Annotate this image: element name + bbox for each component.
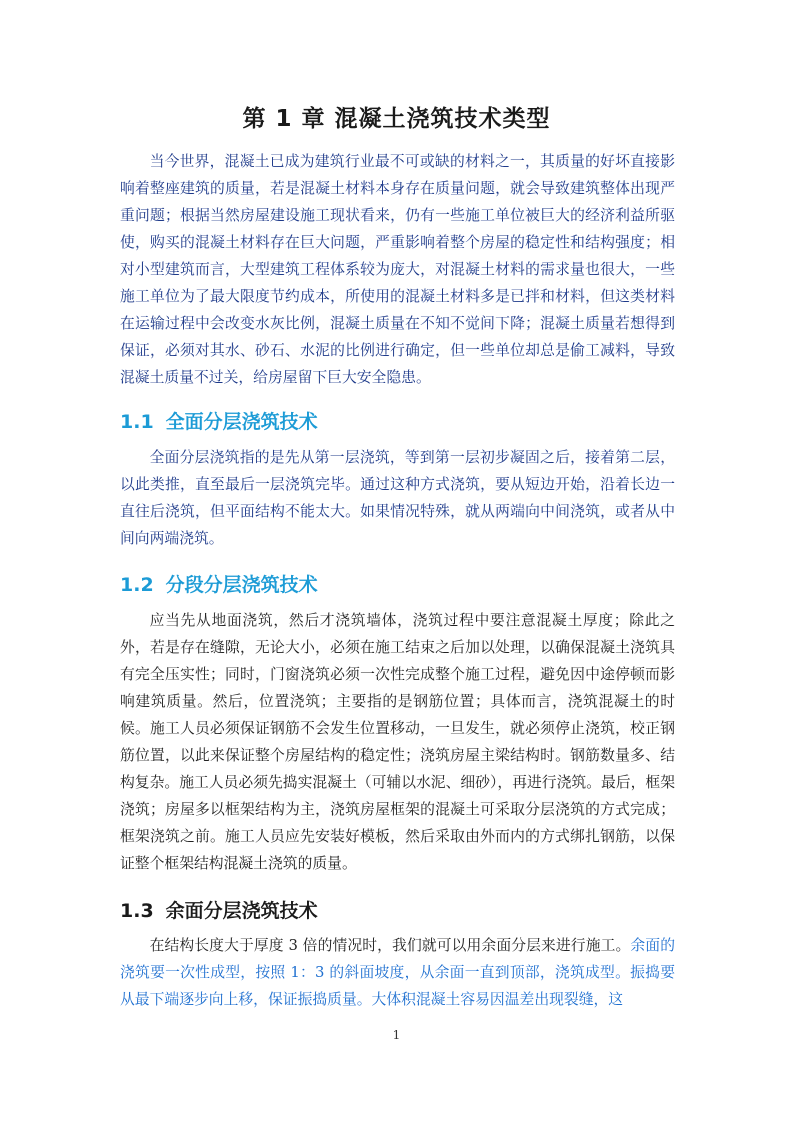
intro-paragraph: 当今世界，混凝土已成为建筑行业最不可或缺的材料之一，其质量的好坏直接影响着整座建筑的质量，若是混凝土材料本身存在质量问题，就会导致建筑整体出现严重问题；根据当然房屋建设施工现状看来，仍有一些施工单位被巨大的经济利益所驱使，购买的混凝土材料存在巨大问题，严重影响着整个房屋的稳定性和结构强度；相对小型建筑而言，大型建筑工程体系较为庞大，对混凝土材料的需求量也很大，一些施工单位为了最大限度节约成本，所使用的混凝土材料多是已拌和材料，但这类材料在运输过程中会改变水灰比例，混凝土质量在不知不觉间下降；混凝土质量若想得到保证，必须对其水、砂石、水泥的比例进行确定，但一些单位却总是偷工减料，导致混凝土质量不过关，给房屋留下巨大安全隐患。 [120,153,675,386]
section-number: 1.3 [120,900,154,922]
section-paragraph-1-3 [120,932,675,1013]
paragraph-part-1: 在结构长度大于厚度 3 倍的情况时，我们就可以用余面分层来进行施工。 [149,937,631,954]
section-title: 余面分层浇筑技术 [165,900,318,922]
paragraph-part-2: 余面的浇筑要一次性成型，按照 1：3 的斜面坡度，从余面一直到顶部，浇筑成型。振捣要从最下端逐步向上移，保证振捣质量。大体积混凝土容易因温差出现裂缝，这 [120,937,675,1008]
section-paragraph-1-1: 全面分层浇筑指的是先从第一层浇筑，等到第一层初步凝固之后，接着第二层，以此类推，直至最后一层浇筑完毕。通过这种方式浇筑，要从短边开始，沿着长边一直往后浇筑，但平面结构不能太大。如果情况特殊，就从两端向中间浇筑，或者从中间向两端浇筑。 [120,449,675,547]
section-heading-1-2 [120,570,318,597]
section-heading-1-1 [120,407,318,434]
section-number: 1.2 [120,574,154,596]
section-heading-1-3 [120,896,318,923]
section-paragraph-1-2: 应当先从地面浇筑，然后才浇筑墙体，浇筑过程中要注意混凝土厚度；除此之外，若是存在缝隙，无论大小，必须在施工结束之后加以处理，以确保混凝土浇筑具有完全压实性；同时，门窗浇筑必须一次性完成整个施工过程，避免因中途停顿而影响建筑质量。然后，位置浇筑；主要指的是钢筋位置；具体而言，浇筑混凝土的时候。施工人员必须保证钢筋不会发生位置移动，一旦发生，就必须停止浇筑，校正钢筋位置，以此来保证整个房屋结构的稳定性；浇筑房屋主梁结构时。钢筋数量多、结构复杂。施工人员必须先捣实混凝土（可辅以水泥、细砂），再进行浇筑。最后，框架浇筑；房屋多以框架结构为主，浇筑房屋框架的混凝土可采取分层浇筑的方式完成；框架浇筑之前。施工人员应先安装好模板，然后采取由外而内的方式绑扎钢筋，以保证整个框架结构混凝土浇筑的质量。 [120,612,675,872]
chapter-title: 第 1 章 混凝土浇筑技术类型 [242,106,551,132]
section-title: 分段分层浇筑技术 [165,574,318,596]
page-number: 1 [392,1028,401,1042]
section-title: 全面分层浇筑技术 [165,411,318,433]
section-number: 1.1 [120,411,154,433]
